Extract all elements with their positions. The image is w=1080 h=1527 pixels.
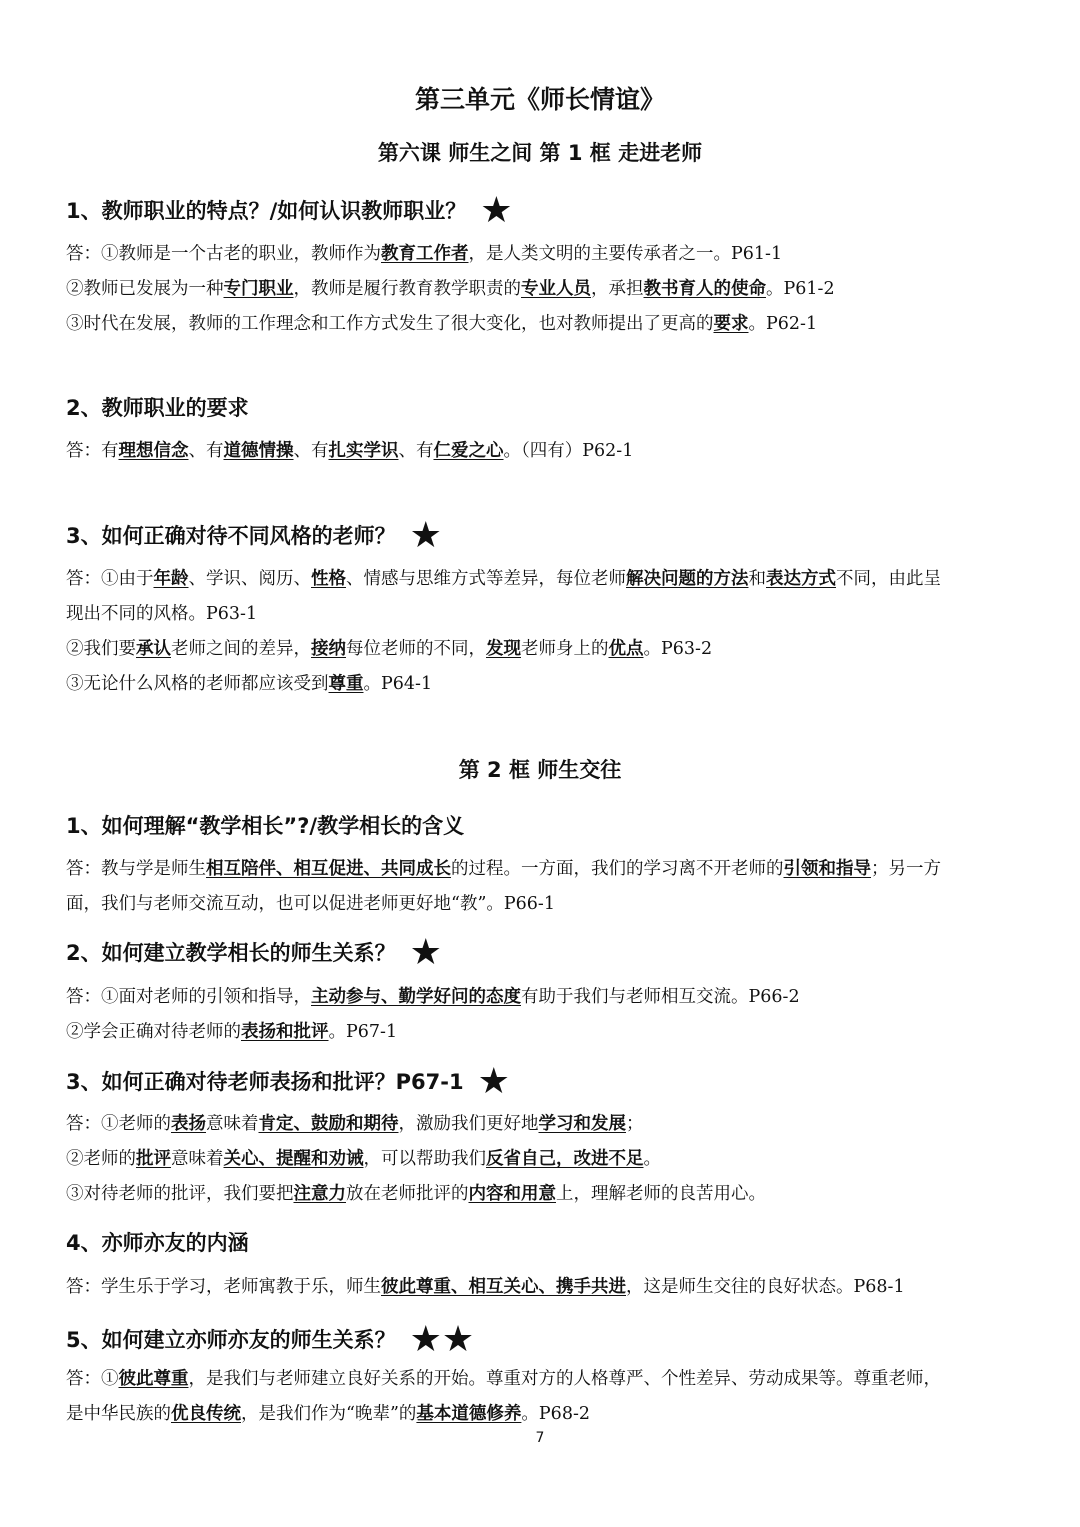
answer-line: [66, 1397, 1026, 1432]
answer-text: 、情感与思维方式等差异，每位老师: [346, 569, 626, 589]
star-icon: ★: [409, 515, 442, 556]
key-term: 优点: [608, 639, 644, 659]
answer-text: 。P67-1: [328, 1022, 398, 1042]
answer-text: 放在老师批评的: [346, 1184, 469, 1204]
key-term: 表扬: [171, 1114, 206, 1134]
answer-text: 的过程。一方面，我们的学习离不开老师的: [451, 859, 784, 879]
lesson-title: 第六课 师生之间 第 1 框 走进老师: [377, 141, 703, 165]
question-text: 4、亦师亦友的内涵: [66, 1231, 249, 1255]
answer-line: [66, 1107, 1026, 1142]
answer-text: 、有: [188, 441, 224, 461]
answer-text: 有助于我们与老师相互交流。P66-2: [521, 987, 800, 1007]
answer-block: [66, 434, 1026, 469]
key-term: 引领和指导: [783, 859, 871, 879]
key-term: 主动参与、勤学好问的态度: [311, 987, 521, 1007]
unit-title: 第三单元《师长情谊》: [414, 85, 665, 114]
key-term: 仁爱之心: [433, 441, 504, 461]
answer-line: [66, 307, 1026, 342]
answer-text: 上，理解老师的良苦用心。: [556, 1184, 766, 1204]
answer-text: 不同，由此呈: [836, 569, 941, 589]
answer-text: 、有: [293, 441, 329, 461]
answer-text: ②我们要: [66, 639, 136, 659]
key-term: 彼此尊重、相互关心、携手共进: [381, 1277, 626, 1297]
question-heading: [66, 1227, 249, 1257]
star-icon: ★: [477, 1061, 510, 1102]
key-term: 理想信念: [118, 441, 189, 461]
key-term: 要求: [713, 314, 749, 334]
answer-line: [66, 1362, 1026, 1397]
key-term: 解决问题的方法: [626, 569, 749, 589]
answer-text: 。P68-2: [521, 1404, 590, 1424]
key-term: 肯定、鼓励和期待: [258, 1114, 399, 1134]
answer-text: 答：教与学是师生: [66, 859, 206, 879]
key-term: 专业人员: [521, 279, 591, 299]
answer-block: [66, 562, 1026, 702]
answer-text: 答：①由于: [66, 569, 154, 589]
answer-text: 是中华民族的: [66, 1404, 171, 1424]
answer-text: 面，我们与老师交流互动，也可以促进老师更好地“教”。P66-1: [66, 894, 555, 914]
key-term: 学习和发展: [538, 1114, 626, 1134]
key-term: 优良传统: [171, 1404, 241, 1424]
answer-text: ②学会正确对待老师的: [66, 1022, 241, 1042]
answer-text: 每位老师的不同，: [346, 639, 486, 659]
key-term: 内容和用意: [468, 1184, 556, 1204]
question-text: 1、如何理解“教学相长”?/教学相长的含义: [66, 814, 465, 838]
answer-line: [66, 887, 1026, 922]
answer-text: 。P63-2: [643, 639, 713, 659]
answer-text: 答：①: [66, 1369, 119, 1389]
answer-text: ，教师是履行教育教学职责的: [293, 279, 521, 299]
key-term: 关心、提醒和劝诫: [223, 1149, 364, 1169]
answer-text: ，是我们与老师建立良好关系的开始。尊重对方的人格尊严、个性差异、劳动成果等。尊重老师，: [188, 1369, 941, 1389]
answer-block: [66, 1362, 1026, 1432]
star-icon: ★: [480, 190, 513, 231]
answer-text: 、学识、阅历、: [188, 569, 311, 589]
page-number: 7: [535, 1430, 545, 1446]
answer-line: [66, 272, 1026, 307]
answer-text: 意味着: [171, 1149, 224, 1169]
key-term: 表扬和批评: [241, 1022, 329, 1042]
answer-text: ③无论什么风格的老师都应该受到: [66, 674, 329, 694]
answer-text: 答：①面对老师的引领和指导，: [66, 987, 311, 1007]
question-heading: [66, 1061, 510, 1102]
key-term: 反省自己，改进不足: [486, 1149, 644, 1169]
answer-text: 。: [643, 1149, 661, 1169]
answer-text: ，这是师生交往的良好状态。P68-1: [626, 1277, 905, 1297]
answer-line: [66, 1177, 1026, 1212]
key-term: 教书育人的使命: [643, 279, 766, 299]
key-term: 发现: [486, 639, 521, 659]
key-term: 彼此尊重: [118, 1369, 189, 1389]
key-term: 扎实学识: [328, 441, 399, 461]
key-term: 年龄: [153, 569, 189, 589]
question-heading: [66, 1319, 475, 1360]
question-text: 2、教师职业的要求: [66, 396, 249, 420]
answer-text: 。（四有）P62-1: [503, 441, 634, 461]
answer-text: ③对待老师的批评，我们要把: [66, 1184, 294, 1204]
answer-text: ，可以帮助我们: [363, 1149, 486, 1169]
key-term: 相互陪伴、相互促进、共同成长: [206, 859, 451, 879]
key-term: 批评: [136, 1149, 171, 1169]
question-text: 5、如何建立亦师亦友的师生关系？: [66, 1328, 396, 1352]
answer-text: 。P61-2: [766, 279, 835, 299]
answer-text: 答：①教师是一个古老的职业，教师作为: [66, 244, 381, 264]
question-heading: [66, 392, 249, 422]
key-term: 承认: [136, 639, 171, 659]
question-heading: [66, 810, 464, 840]
answer-line: [66, 980, 1026, 1015]
answer-block: [66, 237, 1026, 342]
answer-text: 和: [748, 569, 766, 589]
answer-text: 意味着: [206, 1114, 259, 1134]
answer-line: [66, 1142, 1026, 1177]
answer-text: 老师之间的差异，: [171, 639, 311, 659]
star-icon: ★: [409, 932, 442, 973]
answer-text: ②教师已发展为一种: [66, 279, 224, 299]
answer-text: ，是人类文明的主要传承者之一。P61-1: [468, 244, 783, 264]
answer-line: [66, 562, 1026, 597]
answer-text: 。P64-1: [363, 674, 433, 694]
answer-line: [66, 852, 1026, 887]
question-text: 2、如何建立教学相长的师生关系？: [66, 941, 396, 965]
answer-text: ，是我们作为“晚辈”的: [241, 1404, 417, 1424]
answer-text: ③时代在发展，教师的工作理念和工作方式发生了很大变化，也对教师提出了更高的: [66, 314, 714, 334]
key-term: 表达方式: [766, 569, 836, 589]
answer-text: ；: [626, 1114, 644, 1134]
answer-line: [66, 597, 1026, 632]
question-text: 3、如何正确对待不同风格的老师？: [66, 524, 396, 548]
answer-line: [66, 237, 1026, 272]
answer-text: 老师身上的: [521, 639, 609, 659]
answer-line: [66, 1270, 1026, 1305]
section-title: 第 2 框 师生交往: [458, 758, 622, 782]
answer-block: [66, 980, 1026, 1050]
key-term: 专门职业: [223, 279, 294, 299]
star-icon: ★★: [409, 1319, 475, 1360]
key-term: 基本道德修养: [416, 1404, 522, 1424]
answer-block: [66, 852, 1026, 922]
key-term: 接纳: [311, 639, 346, 659]
answer-line: [66, 434, 1026, 469]
question-heading: [66, 190, 513, 231]
key-term: 性格: [311, 569, 346, 589]
answer-line: [66, 667, 1026, 702]
answer-line: [66, 1015, 1026, 1050]
answer-line: [66, 632, 1026, 667]
answer-block: [66, 1270, 1026, 1305]
question-heading: [66, 515, 442, 556]
question-text: 1、教师职业的特点？/如何认识教师职业？: [66, 199, 467, 223]
key-term: 教育工作者: [381, 244, 469, 264]
answer-text: ，激励我们更好地: [398, 1114, 539, 1134]
answer-text: 、有: [398, 441, 434, 461]
answer-text: 答：有: [66, 441, 119, 461]
answer-text: 。P62-1: [748, 314, 818, 334]
answer-text: 答：学生乐于学习，老师寓教于乐，师生: [66, 1277, 381, 1297]
answer-text: ②老师的: [66, 1149, 136, 1169]
answer-block: [66, 1107, 1026, 1212]
question-heading: [66, 932, 442, 973]
key-term: 道德情操: [223, 441, 294, 461]
answer-text: 现出不同的风格。P63-1: [66, 604, 258, 624]
answer-text: 答：①老师的: [66, 1114, 171, 1134]
answer-text: ；另一方: [871, 859, 941, 879]
question-text: 3、如何正确对待老师表扬和批评？P67-1: [66, 1070, 464, 1094]
key-term: 尊重: [328, 674, 364, 694]
answer-text: ，承担: [591, 279, 644, 299]
key-term: 注意力: [293, 1184, 346, 1204]
